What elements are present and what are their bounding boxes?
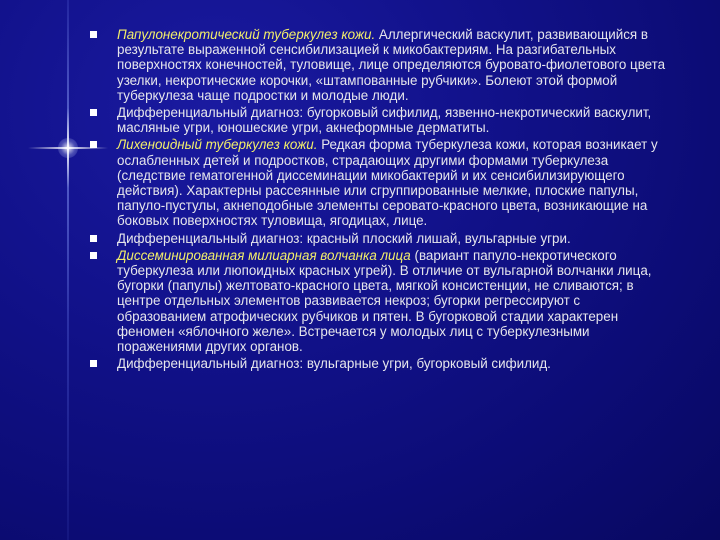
list-item [88, 231, 673, 246]
item-text: (вариант папуло-некротического туберкулеза или люпоидных красных угрей). В отличие от вульгарной волчанки лица, бугорки (папулы) желтовато-красного цвета, мягкой консистенции, не сливаются; в центре отдельных элементов развивается некроз; бугорки регрессируют с образованием атрофических рубчиков и пятен. В бугорковой стадии характерен феномен «яблочного желе». Встречается у молодых лиц с туберкулезными поражениями других органов. [117, 247, 652, 355]
item-text: Дифференциальный диагноз: вульгарные угри, бугорковый сифилид. [117, 356, 551, 372]
list-item [88, 27, 673, 103]
item-title: Диссеминированная милиарная волчанка лица [117, 247, 411, 263]
item-text: Аллергический васкулит, развивающийся в результате выраженной сенсибилизацией к микобактериям. На разгибательных поверхностях конечностей, туловище, лице определяются буровато-фиолетового цвета узелки, некротические корочки, «штампованные рубчики». Болеют этой формой туберкулеза чаще подростки и молодые люди. [117, 27, 666, 103]
item-title: Лихеноидный туберкулез кожи. [117, 137, 318, 153]
square-bullet-icon [90, 109, 97, 116]
list-item [88, 356, 673, 371]
list-item [88, 105, 673, 135]
vertical-rule [67, 0, 69, 540]
item-title: Папулонекротический туберкулез кожи. [117, 27, 376, 42]
square-bullet-icon [90, 252, 97, 259]
item-text: Редкая форма туберкулеза кожи, которая возникает у ослабленных детей и подростков, страдающих другими формами туберкулеза (следствие гематогенной диссеминации микобактерий и их сенсибилизирующего действия). Характерны рассеянные или сгруппированные мелкие, плоские папулы, папуло-пустулы, акнеподобные элементы серовато-красного цвета, возникающие на боковых поверхностях туловища, ягодицах, лице. [117, 137, 658, 229]
square-bullet-icon [90, 141, 97, 148]
bullet-list [88, 27, 673, 373]
square-bullet-icon [90, 31, 97, 38]
square-bullet-icon [90, 360, 97, 367]
square-bullet-icon [90, 235, 97, 242]
item-text: Дифференциальный диагноз: красный плоский лишай, вульгарные угри. [117, 230, 571, 246]
list-item [88, 137, 673, 228]
item-text: Дифференциальный диагноз: бугорковый сифилид, язвенно-некротический васкулит, масляные угри, юношеские угри, акнеформные дерматиты. [117, 105, 652, 136]
list-item [88, 248, 673, 354]
